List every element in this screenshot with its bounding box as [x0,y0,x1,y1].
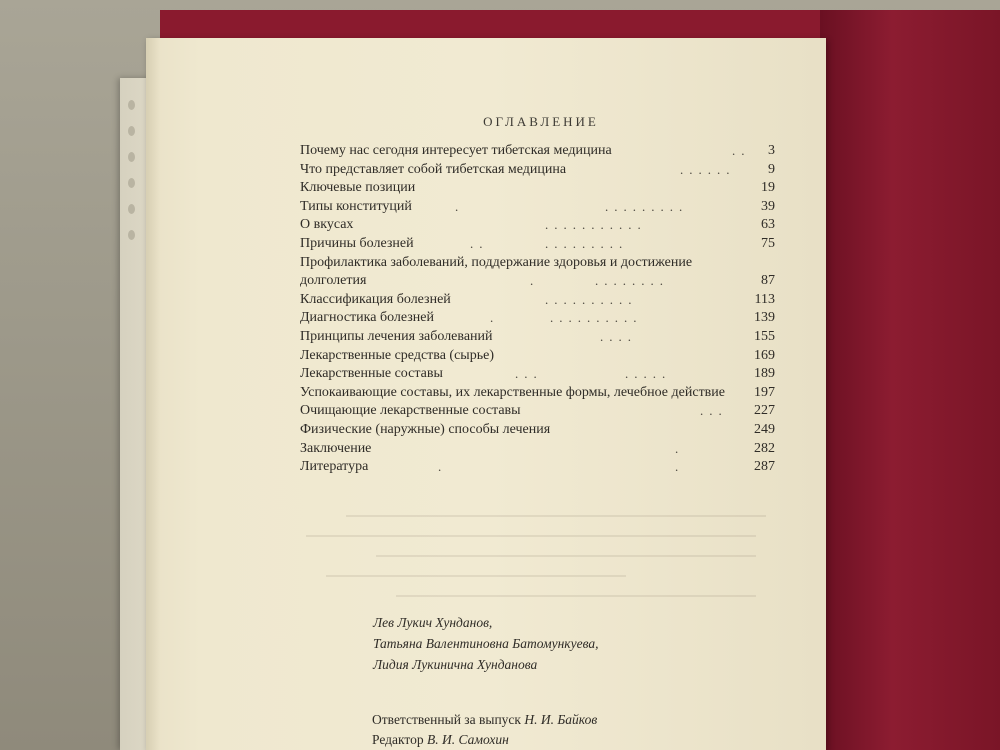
toc-title: ОГЛАВЛЕНИЕ [483,114,599,129]
toc-entry-page: 282 [754,440,775,456]
show-through-text [306,535,756,537]
toc-entry-page: 169 [754,347,775,363]
toc-entry-text: Принципы лечения заболеваний [300,328,493,344]
toc-leader-dots: ... [700,403,728,419]
toc-entry-text: Литература [300,459,369,475]
toc-leader-dots: ......... [605,198,689,214]
credit-line [372,710,597,730]
toc-leader-dots: .. [732,143,751,158]
toc-entry-text: Диагностика болезней [300,310,435,326]
toc-leader-dots: .. [470,235,489,251]
toc-entry [300,458,775,477]
toc-entry-text: О вкусах [300,217,354,233]
toc-entry [300,440,775,459]
toc-leader-dots: . [675,459,685,475]
authors-block [373,612,599,675]
page-gutter-shade [146,38,160,750]
credit-name: Н. И. Байков [524,712,598,727]
binding-hole [128,152,135,162]
binding-hole [128,178,135,188]
toc-entry-text: Очищающие лекарственные составы [300,403,521,419]
toc-entry-page: 3 [768,143,775,158]
toc-entry-text: Профилактика заболеваний, поддержание здоровья и достижение долголетия [300,254,693,289]
credit-label: Редактор [372,732,424,747]
toc-entry-page: 287 [754,459,775,475]
toc-entry-page: 75 [761,235,775,251]
toc-leader-dots: .......... [545,291,638,307]
toc-leader-dots: ...... [680,161,736,177]
toc-entry-page: 227 [754,403,775,419]
binding-hole [128,230,135,240]
toc-leader-dots: ......... [545,235,629,251]
toc-entry [300,402,775,421]
toc-leader-dots: . [675,440,685,456]
toc-leader-dots: . [438,459,448,475]
toc-entry [300,384,775,403]
toc-entry [300,309,775,328]
toc-entry-text: Лекарственные составы [300,366,443,382]
binding-hole [128,100,135,110]
book-cover-edge [820,10,1000,750]
toc-entry-text: Ключевые позиции [300,180,416,196]
toc-entry [300,161,775,180]
binding-hole [128,126,135,136]
credit-label: Ответственный за выпуск [372,712,521,727]
toc-entry-page: 139 [754,310,775,326]
toc-leader-dots: ..... [625,366,672,382]
toc-entry-page: 9 [768,161,775,177]
toc-entry-page: 87 [761,273,775,289]
binding-holes [128,100,142,740]
credit-name: В. И. Самохин [426,732,509,747]
author-name: Лев Лукич Хунданов, [373,615,493,630]
toc-entry-text: Классификация болезней [300,291,451,307]
toc-leader-dots: . [530,273,540,289]
credits-block [372,710,597,750]
author-name: Лидия Лукинична Хунданова [373,657,538,672]
toc-leader-dots: . [455,198,465,214]
toc-entry [300,328,775,347]
toc-entry-page: 19 [761,180,775,196]
toc-leader-dots: ........ [595,273,669,289]
toc-entry-page: 155 [754,328,775,344]
toc-entry-page: 189 [754,366,775,382]
toc-entry-page: 113 [754,291,775,307]
show-through-text [376,555,756,557]
show-through-text [326,575,626,577]
toc-leader-dots: .......... [550,310,643,326]
toc-entry-text: Лекарственные средства (сырье) [300,347,494,363]
toc-entry-text: Физические (наружные) способы лечения [300,421,551,437]
toc-entry [300,179,775,198]
toc-entry-text: Успокаивающие составы, их лекарственные формы, лечебное действие [300,384,725,400]
table-of-contents [300,142,775,477]
toc-entry-page: 39 [761,198,775,214]
toc-entry-text: Заключение [300,440,372,456]
toc-entry [300,421,775,440]
toc-entry-page: 197 [754,384,775,400]
author-name: Татьяна Валентиновна Батомункуева, [373,636,599,651]
toc-entry [300,347,775,366]
toc-entry-text: Типы конституций [300,198,412,214]
toc-entry [300,216,775,235]
toc-entry [300,365,775,384]
toc-leader-dots: . [490,310,500,326]
toc-entry [300,254,775,291]
toc-entry [300,198,775,217]
toc-entry [300,235,775,254]
toc-entry-text: Почему нас сегодня интересует тибетская медицина [300,143,612,158]
show-through-text [346,515,766,517]
toc-leader-dots: ... [515,366,543,382]
toc-entry-page: 249 [754,421,775,437]
toc-entry [300,291,775,310]
show-through-text [396,595,756,597]
toc-entry [300,142,775,161]
toc-leader-dots: ........... [545,217,647,233]
toc-entry-page: 63 [761,217,775,233]
toc-entry-text: Что представляет собой тибетская медицина [300,161,567,177]
toc-entry-text: Причины болезней [300,235,414,251]
toc-leader-dots: .... [600,328,637,344]
credit-line [372,730,597,750]
binding-hole [128,204,135,214]
